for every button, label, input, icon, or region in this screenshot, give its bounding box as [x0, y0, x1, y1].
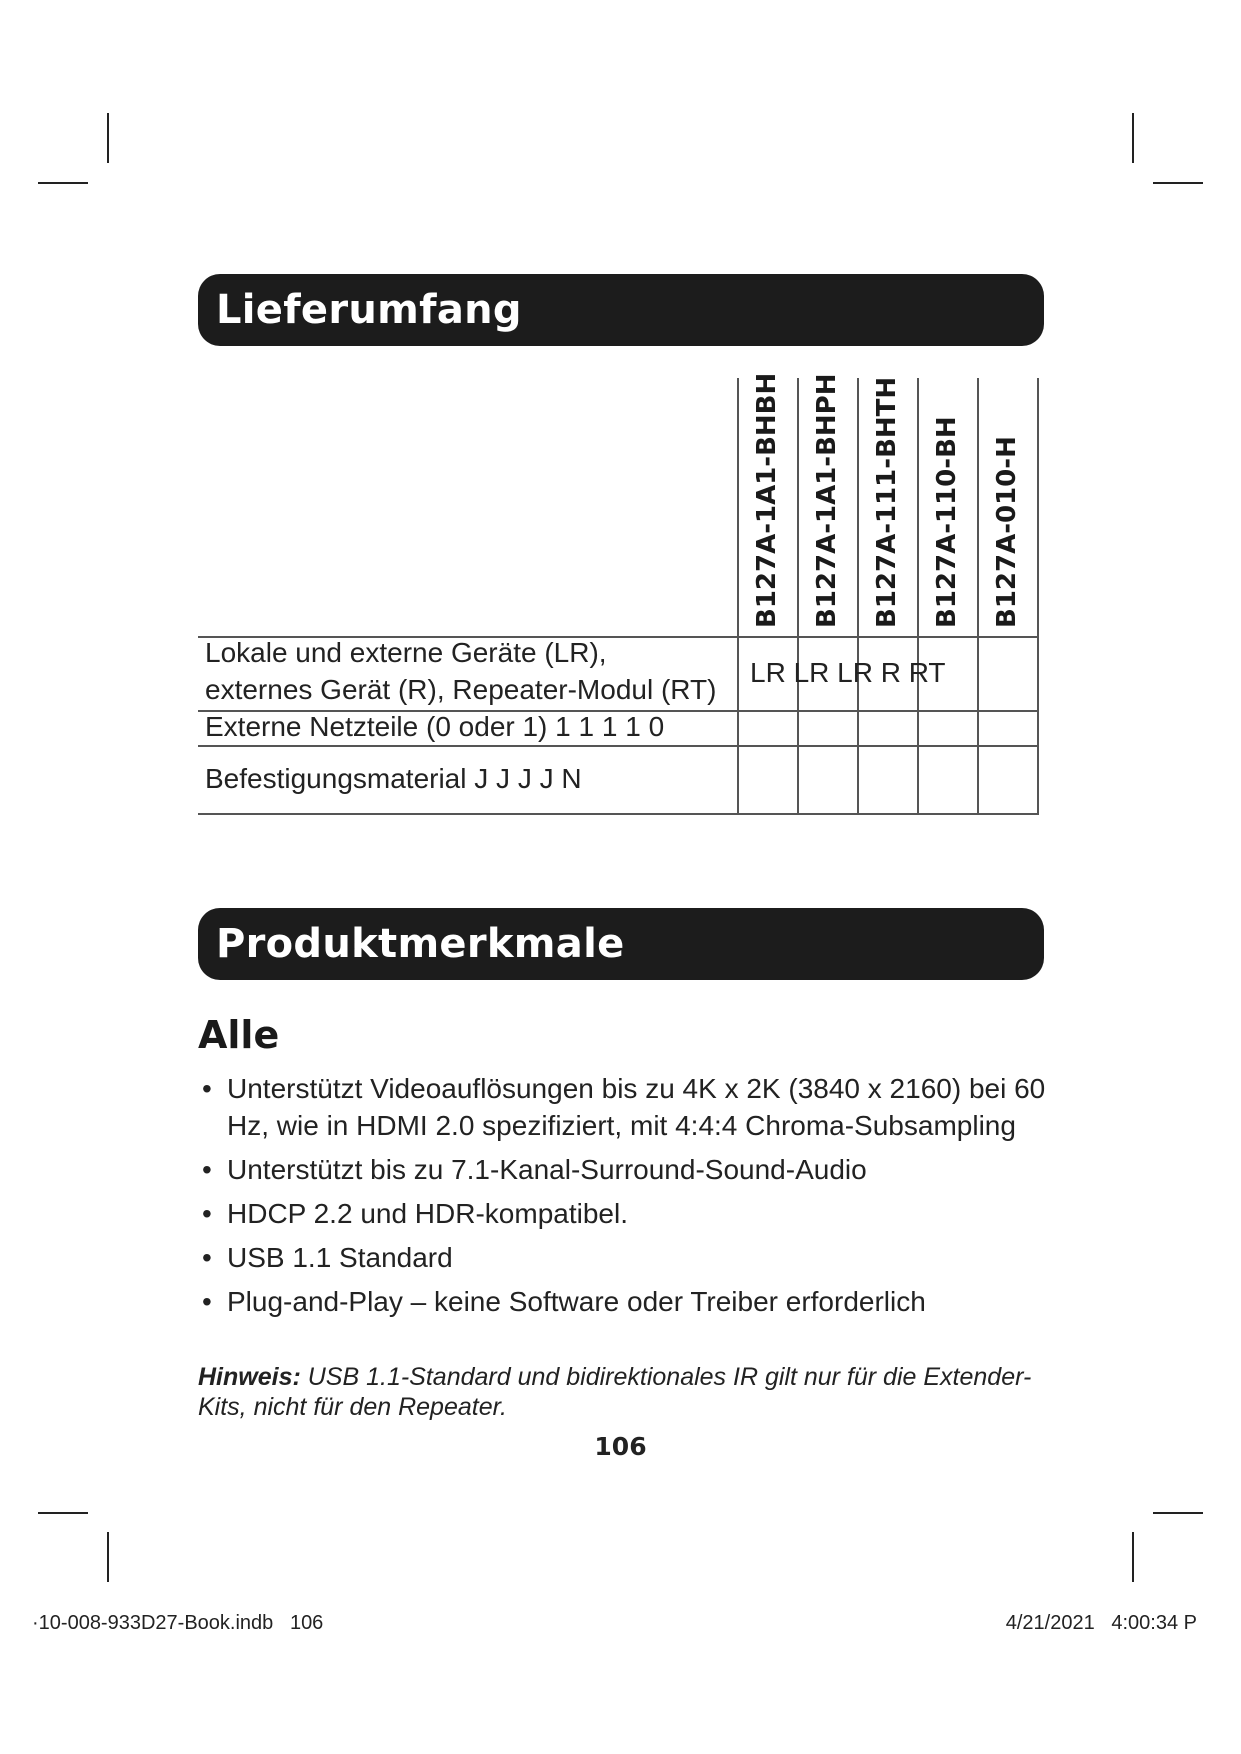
list-item: • Plug-and-Play – keine Software oder Treiber erforderlich	[198, 1283, 1048, 1320]
list-item: • USB 1.1 Standard	[198, 1239, 1048, 1276]
note-label: Hinweis:	[198, 1363, 301, 1391]
crop-mark	[107, 1532, 109, 1582]
column-header: B127A-111-BHTH	[872, 376, 902, 628]
note-text: USB 1.1-Standard und bidirektionales IR gilt nur für die Extender-Kits, nicht für den Repeater.	[198, 1363, 1032, 1421]
list-item: • Unterstützt bis zu 7.1-Kanal-Surround-Sound-Audio	[198, 1151, 1048, 1188]
section-header-included: Lieferumfang	[198, 274, 1044, 346]
crop-mark	[1132, 113, 1134, 163]
column-header: B127A-010-H	[992, 436, 1022, 628]
list-item: • Unterstützt Videoauflösungen bis zu 4K x 2K (3840 x 2160) bei 60 Hz, wie in HDMI 2.0 spezifiziert, mit 4:4:4 Chroma-Subsampling	[198, 1070, 1048, 1144]
column-header: B127A-1A1-BHBH	[752, 372, 782, 628]
feature-list	[198, 1070, 1048, 1320]
table-row-label: Befestigungsmaterial J J J J N	[205, 763, 582, 794]
column-header: B127A-1A1-BHPH	[812, 373, 842, 628]
crop-mark	[38, 182, 88, 184]
table-row-label: Externe Netzteile (0 oder 1) 1 1 1 1 0	[205, 711, 665, 742]
slug-left: ·10-008-933D27-Book.indb 106	[32, 1612, 324, 1634]
section-header-features: Produktmerkmale	[198, 908, 1044, 980]
table-row-label: externes Gerät (R), Repeater-Modul (RT)	[205, 674, 717, 705]
slug-right: 4/21/2021 4:00:34 P	[1005, 1612, 1197, 1634]
table-row-label: Lokale und externe Geräte (LR),	[205, 637, 607, 668]
note	[198, 1362, 1058, 1422]
crop-mark	[107, 113, 109, 163]
features-subheading: Alle	[198, 1013, 280, 1057]
column-header: B127A-110-BH	[932, 416, 962, 628]
page-number: 106	[594, 1432, 647, 1461]
crop-mark	[1153, 1512, 1203, 1514]
crop-mark	[1153, 182, 1203, 184]
list-item: • HDCP 2.2 und HDR-kompatibel.	[198, 1195, 1048, 1232]
crop-mark	[38, 1512, 88, 1514]
table-row-values: LR LR LR R RT	[750, 657, 946, 688]
crop-mark	[1132, 1532, 1134, 1582]
